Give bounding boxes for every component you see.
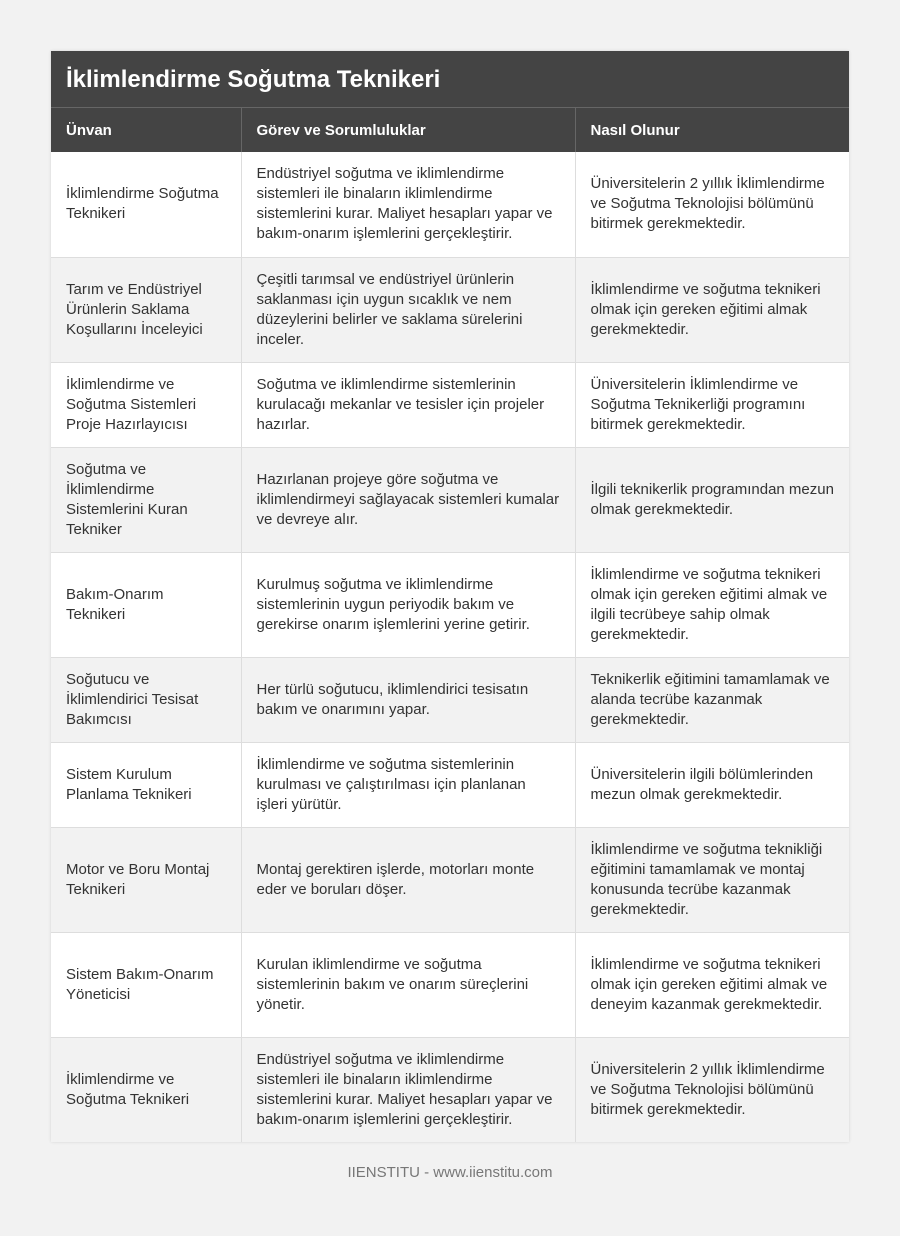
cell-duties: Endüstriyel soğutma ve iklimlendirme sistemleri ile binaların iklimlendirme sistemlerini kurar. Maliyet hesapları yapar ve bakım-onarım işlemlerini gerçekleştirir. <box>241 1037 575 1142</box>
cell-duties: Çeşitli tarımsal ve endüstriyel ürünlerin saklanması için uygun sıcaklık ve nem düzeylerini belirler ve saklama sürelerini inceler. <box>241 257 575 362</box>
cell-title: Motor ve Boru Montaj Teknikeri <box>51 827 241 932</box>
column-header-how: Nasıl Olunur <box>575 108 849 152</box>
table-row <box>51 552 849 657</box>
job-table <box>51 108 849 1142</box>
cell-title: İklimlendirme ve Soğutma Sistemleri Proje Hazırlayıcısı <box>51 362 241 447</box>
cell-how: Teknikerlik eğitimini tamamlamak ve alanda tecrübe kazanmak gerekmektedir. <box>575 657 849 742</box>
table-row <box>51 257 849 362</box>
cell-how: Üniversitelerin ilgili bölümlerinden mezun olmak gerekmektedir. <box>575 742 849 827</box>
table-row <box>51 362 849 447</box>
cell-duties: Kurulmuş soğutma ve iklimlendirme sistemlerinin uygun periyodik bakım ve gerekirse onarım işlemlerini yerine getirir. <box>241 552 575 657</box>
cell-title: Tarım ve Endüstriyel Ürünlerin Saklama Koşullarını İnceleyici <box>51 257 241 362</box>
cell-how: İklimlendirme ve soğutma teknikeri olmak için gereken eğitimi almak ve deneyim kazanmak gerekmektedir. <box>575 932 849 1037</box>
table-row <box>51 827 849 932</box>
table-row <box>51 657 849 742</box>
cell-how: İklimlendirme ve soğutma teknikeri olmak için gereken eğitimi almak ve ilgili tecrübeye sahip olmak gerekmektedir. <box>575 552 849 657</box>
cell-duties: Soğutma ve iklimlendirme sistemlerinin kurulacağı mekanlar ve tesisler için projeler hazırlar. <box>241 362 575 447</box>
cell-how: İklimlendirme ve soğutma teknikeri olmak için gereken eğitimi almak gerekmektedir. <box>575 257 849 362</box>
cell-duties: Kurulan iklimlendirme ve soğutma sistemlerinin bakım ve onarım süreçlerini yönetir. <box>241 932 575 1037</box>
cell-duties: İklimlendirme ve soğutma sistemlerinin kurulması ve çalıştırılması için planlanan işleri yürütür. <box>241 742 575 827</box>
cell-title: İklimlendirme ve Soğutma Teknikeri <box>51 1037 241 1142</box>
table-row <box>51 1037 849 1142</box>
cell-duties: Montaj gerektiren işlerde, motorları monte eder ve boruları döşer. <box>241 827 575 932</box>
cell-duties: Her türlü soğutucu, iklimlendirici tesisatın bakım ve onarımını yapar. <box>241 657 575 742</box>
cell-how: İlgili teknikerlik programından mezun olmak gerekmektedir. <box>575 447 849 552</box>
cell-title: Soğutma ve İklimlendirme Sistemlerini Kuran Tekniker <box>51 447 241 552</box>
column-header-duties: Görev ve Sorumluluklar <box>241 108 575 152</box>
footer-credit: IIENSTITU - www.iienstitu.com <box>347 1164 553 1181</box>
cell-title: Bakım-Onarım Teknikeri <box>51 552 241 657</box>
cell-title: Soğutucu ve İklimlendirici Tesisat Bakımcısı <box>51 657 241 742</box>
table-row <box>51 742 849 827</box>
cell-title: Sistem Bakım-Onarım Yöneticisi <box>51 932 241 1037</box>
cell-duties: Hazırlanan projeye göre soğutma ve iklimlendirmeyi sağlayacak sistemleri kumalar ve devreye alır. <box>241 447 575 552</box>
cell-how: İklimlendirme ve soğutma teknikliği eğitimini tamamlamak ve montaj konusunda tecrübe kazanmak gerekmektedir. <box>575 827 849 932</box>
cell-title: İklimlendirme Soğutma Teknikeri <box>51 152 241 257</box>
job-table-card <box>51 51 849 1142</box>
table-row <box>51 152 849 257</box>
table-row <box>51 932 849 1037</box>
page-title: İklimlendirme Soğutma Teknikeri <box>51 51 849 108</box>
cell-how: Üniversitelerin İklimlendirme ve Soğutma Teknikerliği programını bitirmek gerekmektedir. <box>575 362 849 447</box>
cell-how: Üniversitelerin 2 yıllık İklimlendirme ve Soğutma Teknolojisi bölümünü bitirmek gerekmektedir. <box>575 152 849 257</box>
table-header-row <box>51 108 849 152</box>
cell-title: Sistem Kurulum Planlama Teknikeri <box>51 742 241 827</box>
column-header-title: Ünvan <box>51 108 241 152</box>
cell-how: Üniversitelerin 2 yıllık İklimlendirme ve Soğutma Teknolojisi bölümünü bitirmek gerekmektedir. <box>575 1037 849 1142</box>
cell-duties: Endüstriyel soğutma ve iklimlendirme sistemleri ile binaların iklimlendirme sistemlerini kurar. Maliyet hesapları yapar ve bakım-onarım işlemlerini gerçekleştirir. <box>241 152 575 257</box>
table-row <box>51 447 849 552</box>
